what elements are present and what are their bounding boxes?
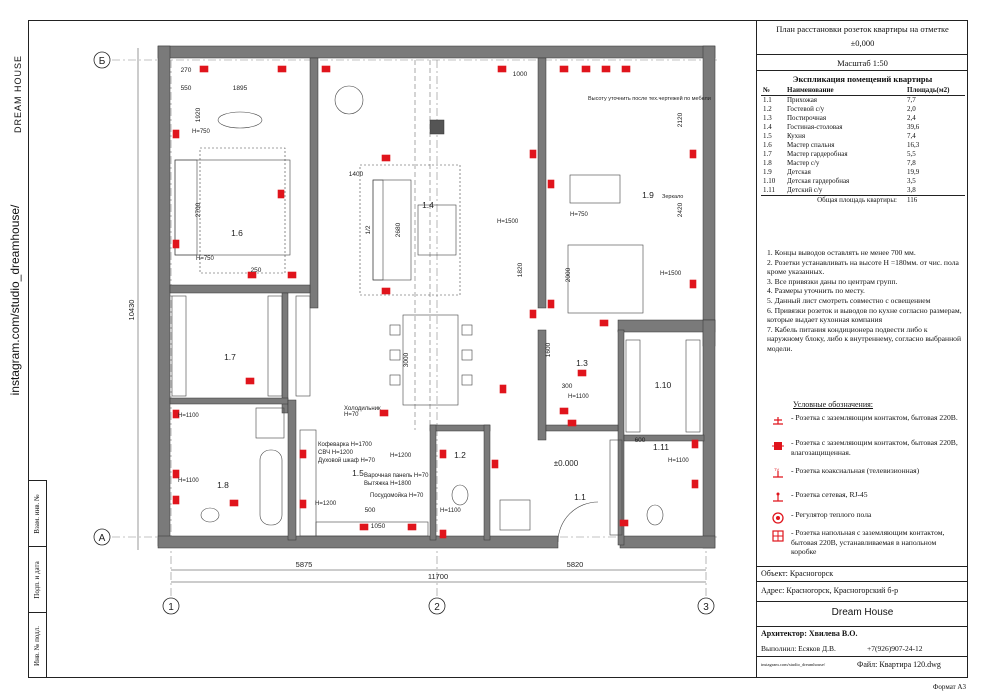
room-label: 1.8 <box>217 480 229 490</box>
axis-label-2: 2 <box>434 602 440 613</box>
dim-text: 1895 <box>232 85 248 92</box>
room-name: Детская <box>787 168 811 176</box>
instagram-text: instagram.com/studio_dreamhouse/ <box>8 204 22 396</box>
stamp-cell <box>28 612 46 678</box>
title-panel <box>756 20 968 678</box>
desk <box>570 175 620 203</box>
room-name: Постирочная <box>787 114 827 122</box>
tv-socket-icon <box>771 467 785 481</box>
annotation: Варочная панель H=70 <box>364 473 429 479</box>
instagram-handle <box>8 150 22 450</box>
architect: Архитектор: Хвилева В.О. <box>761 629 858 638</box>
wall-int <box>310 58 318 308</box>
dim-text: 1920 <box>195 107 202 123</box>
wall-int <box>538 58 546 308</box>
dim-text: 2680 <box>395 222 402 238</box>
room-row <box>761 105 965 114</box>
dining-table <box>403 315 458 405</box>
legend-text: - Регулятор теплого пола <box>791 510 872 519</box>
file-name: Файл: Квартира 120.dwg <box>857 660 941 669</box>
wall-int <box>170 285 310 293</box>
divider <box>757 566 968 567</box>
note: 6. Привязки розеток и выводов по кухне согласно размерам, которые выдает кухонная компания <box>767 305 962 325</box>
divider <box>757 54 968 55</box>
dim-text: 2700 <box>195 202 202 218</box>
room-row <box>761 186 965 196</box>
legend-text: - Розетка сетевая, RJ-45 <box>791 490 868 499</box>
room-row <box>761 159 965 168</box>
divider <box>757 581 968 582</box>
room-area: 7,7 <box>907 96 916 104</box>
legend-text: - Розетка с заземляющим контактом, бытовая 220В. <box>791 413 958 422</box>
room-row <box>761 168 965 177</box>
room-no: 1.6 <box>763 141 772 149</box>
legend-text: - Розетка напольная с заземляющим контактом, бытовая 220В, устанавливаемая в напольном коробке <box>791 528 945 557</box>
total-label: Общая площадь квартиры: <box>761 196 905 206</box>
dim-text: 300 <box>561 383 573 390</box>
annotation: СВЧ H=1200 <box>318 450 353 456</box>
room-area: 16,3 <box>907 141 920 149</box>
dim-left: 5875 <box>295 560 313 569</box>
dim-right: 5820 <box>566 560 584 569</box>
room-no: 1.5 <box>763 132 772 140</box>
floor-socket-icon <box>771 529 785 543</box>
annotation: Зеркало <box>662 194 684 200</box>
room-name: Мастер спальня <box>787 141 835 149</box>
room-label: 1.3 <box>576 358 588 368</box>
wall-int <box>430 425 436 540</box>
dim-text: 600 <box>634 437 646 444</box>
dim-text: 550 <box>180 85 192 92</box>
table-header <box>761 86 965 96</box>
annotation: Кофеварка H=1700 <box>318 442 372 448</box>
room-row <box>761 123 965 132</box>
toilet <box>201 508 219 522</box>
note: 2. Розетки устанавливать на высоте H =180мм. от чис. пола кроме указанных. <box>767 257 959 277</box>
wardrobe <box>626 340 640 432</box>
wall-int <box>484 425 490 540</box>
dim-text: 1400 <box>348 171 364 178</box>
room-area: 2,0 <box>907 105 916 113</box>
svg-text:TV: TV <box>774 467 780 472</box>
room-row <box>761 96 965 106</box>
explication-title: Экспликация помещений квартиры <box>792 74 933 84</box>
door-swing <box>558 502 598 542</box>
room-no: 1.9 <box>763 168 772 176</box>
dim-text: 2120 <box>677 112 684 128</box>
height-mark: H=1100 <box>178 413 199 419</box>
room-label: 1.7 <box>224 352 236 362</box>
bathtub <box>260 450 282 525</box>
room-label: 1.5 <box>352 468 364 478</box>
floor-heating-regulator-icon <box>771 511 785 525</box>
network-socket-icon <box>771 491 785 505</box>
note: 3. Все привязки даны по центрам групп. <box>767 276 898 286</box>
wall-int <box>430 425 490 431</box>
wardrobe <box>268 296 282 396</box>
dim-text: 500 <box>364 507 376 514</box>
room-row <box>761 177 965 186</box>
floor-plan <box>60 30 750 630</box>
height-mark: H=750 <box>570 212 588 218</box>
dim-text: 1050 <box>370 523 386 530</box>
room-name: Мастер гардеробная <box>787 150 848 158</box>
stamp-cell <box>28 480 46 546</box>
brand-logo <box>8 44 28 144</box>
height-mark: H=1100 <box>668 458 689 464</box>
wall-int <box>282 293 288 413</box>
room-label: 1.11 <box>653 442 669 452</box>
wardrobe <box>296 296 310 396</box>
wall-right-step <box>618 320 715 332</box>
dim-text: 2420 <box>677 202 684 218</box>
dim-height: 10430 <box>127 299 136 321</box>
annotation: Холодильник <box>344 406 381 412</box>
wall-int <box>546 425 618 431</box>
room-area: 5,5 <box>907 150 916 158</box>
room-no: 1.11 <box>763 186 775 194</box>
wardrobe <box>686 340 700 432</box>
room-area: 39,6 <box>907 123 920 131</box>
dim-text: 3000 <box>403 352 410 368</box>
total-value: 116 <box>905 196 965 206</box>
room-row <box>761 114 965 123</box>
col-header: № <box>761 86 785 96</box>
room-name: Детская гардеробная <box>787 177 850 185</box>
room-no: 1.3 <box>763 114 772 122</box>
legend-title: Условные обозначения: <box>793 400 874 409</box>
wardrobe <box>172 296 186 396</box>
notes <box>767 248 963 354</box>
room-area: 19,9 <box>907 168 920 176</box>
note: 4. Размеры уточнить по месту. <box>767 286 865 296</box>
axis-label-3: 3 <box>703 602 709 613</box>
axis-label-b: Б <box>98 56 106 67</box>
wall-bottom-right <box>620 536 715 548</box>
room-no: 1.4 <box>763 123 772 131</box>
room-name: Мастер с/у <box>787 159 820 167</box>
stamp-cell-label: Инв. № подл. <box>33 625 41 666</box>
wall-right-lower <box>703 320 715 548</box>
level-mark: ±0.000 <box>553 459 579 468</box>
wall-int <box>288 400 296 540</box>
legend-text: - Розетка коаксиальная (телевизионная) <box>791 466 920 475</box>
dim-text: 1600 <box>545 342 552 358</box>
room-area: 2,4 <box>907 114 916 122</box>
col-header: Площадь(м2) <box>905 86 965 96</box>
divider <box>757 626 968 627</box>
stamp-cell-label: Подп. и дата <box>33 560 41 599</box>
room-area: 7,4 <box>907 132 916 140</box>
room-area: 3,8 <box>907 186 916 194</box>
wall-top <box>158 46 715 58</box>
waterproof-socket-icon <box>771 439 785 453</box>
dim-text: 2000 <box>565 267 572 283</box>
height-mark: H=1200 <box>390 453 412 459</box>
dim-text: 1000 <box>512 71 528 78</box>
room-name: Детский с/у <box>787 186 823 194</box>
scale: Масштаб 1:50 <box>837 58 888 68</box>
shower-tray <box>500 500 530 530</box>
room-area: 7,8 <box>907 159 916 167</box>
sheet-title: План расстановки розеток квартиры на отметке <box>776 24 949 34</box>
brand-name: DREAM HOUSE <box>13 54 23 134</box>
axis-label-1: 1 <box>168 602 174 613</box>
height-mark: H=1500 <box>660 271 682 277</box>
room-name: Кухня <box>787 132 806 140</box>
shower <box>256 408 284 438</box>
dim-text: 1/2 <box>365 225 372 235</box>
room-row <box>761 132 965 141</box>
room-label: 1.6 <box>231 228 243 238</box>
sheet-title-level: ±0,000 <box>850 38 875 48</box>
room-no: 1.2 <box>763 105 772 113</box>
room-label: 1.9 <box>642 190 654 200</box>
height-mark: H=1100 <box>178 478 199 484</box>
dim-text: 270 <box>180 67 192 74</box>
annotation: Высоту уточнить после тех.чертежей по мебели <box>588 96 711 102</box>
sofa <box>373 180 411 280</box>
height-mark: H=1500 <box>497 219 519 225</box>
room-name: Прихожая <box>787 96 818 104</box>
annotation: Духовой шкаф H=70 <box>318 458 375 464</box>
height-mark: H=1100 <box>568 394 589 400</box>
kitchen-counter <box>300 430 316 536</box>
dim-text: 1820 <box>517 262 524 278</box>
socket-icon <box>771 414 785 428</box>
note: 7. Кабель питания кондиционера подвести либо к наружному блоку, либо к внутреннему, согласно выбранной модели. <box>767 324 962 353</box>
wall-right-upper <box>703 46 715 346</box>
room-no: 1.8 <box>763 159 772 167</box>
room-no: 1.7 <box>763 150 772 158</box>
table-oval <box>218 112 262 128</box>
wall-bottom <box>158 536 558 548</box>
performed-by: Выполнил: Есяков Д.В. <box>761 644 836 653</box>
address: Адрес: Красногорск, Красногорский б-р <box>761 586 899 595</box>
company-name: Dream House <box>831 607 894 618</box>
annotation: Посудомойка H=70 <box>370 493 424 499</box>
stamp-cell-label: Взам. инв. № <box>33 493 41 534</box>
divider <box>757 70 968 71</box>
room-name: Гостевой с/у <box>787 105 825 113</box>
height-mark: H=1100 <box>440 508 461 514</box>
room-label: 1.10 <box>654 380 672 390</box>
armchair <box>335 86 363 114</box>
room-row <box>761 141 965 150</box>
column <box>430 120 444 134</box>
note: 5. Данный лист смотреть совместно с освещением <box>767 295 931 305</box>
room-area: 3,5 <box>907 177 916 185</box>
room-label: 1.1 <box>574 492 586 502</box>
wall-int <box>170 398 288 404</box>
stamp-cell <box>28 546 46 612</box>
bed-master <box>175 160 290 255</box>
height-mark: H=1200 <box>315 501 337 507</box>
object: Объект: Красногорск <box>761 569 834 578</box>
room-row <box>761 150 965 159</box>
col-header: Наименование <box>785 86 905 96</box>
dim-total: 11700 <box>427 572 449 581</box>
room-no: 1.10 <box>763 177 776 185</box>
room-name: Гостиная-столовая <box>787 123 843 131</box>
room-label: 1.4 <box>422 200 434 210</box>
stamp-strip <box>28 480 47 678</box>
annotation: Вытяжка H=1800 <box>364 481 412 487</box>
toilet <box>452 485 468 505</box>
note: 1. Концы выводов оставлять не менее 700 мм. <box>767 248 916 257</box>
toilet <box>647 505 663 525</box>
height-mark: H=750 <box>196 256 214 262</box>
wall-int <box>618 330 624 545</box>
axis-label-a: А <box>98 533 106 544</box>
divider <box>757 656 968 657</box>
explication-table <box>761 86 965 205</box>
phone: +7(926)907-24-12 <box>867 644 923 653</box>
divider <box>757 601 968 602</box>
total-row <box>761 196 965 206</box>
room-no: 1.1 <box>763 96 772 104</box>
annotation: H=70 <box>344 412 359 418</box>
wall-left <box>158 46 170 546</box>
paper-format: Формат А3 <box>932 683 966 691</box>
dim-text: 250 <box>250 267 262 274</box>
room-label: 1.2 <box>454 450 466 460</box>
bed-kids <box>568 245 643 313</box>
legend-text: - Розетка с заземляющим контактом, бытовая 220В, влагозащищенная. <box>791 438 958 457</box>
instagram-small: instagram.com/studio_dreamhouse/ <box>761 662 826 667</box>
height-mark: H=750 <box>192 129 210 135</box>
